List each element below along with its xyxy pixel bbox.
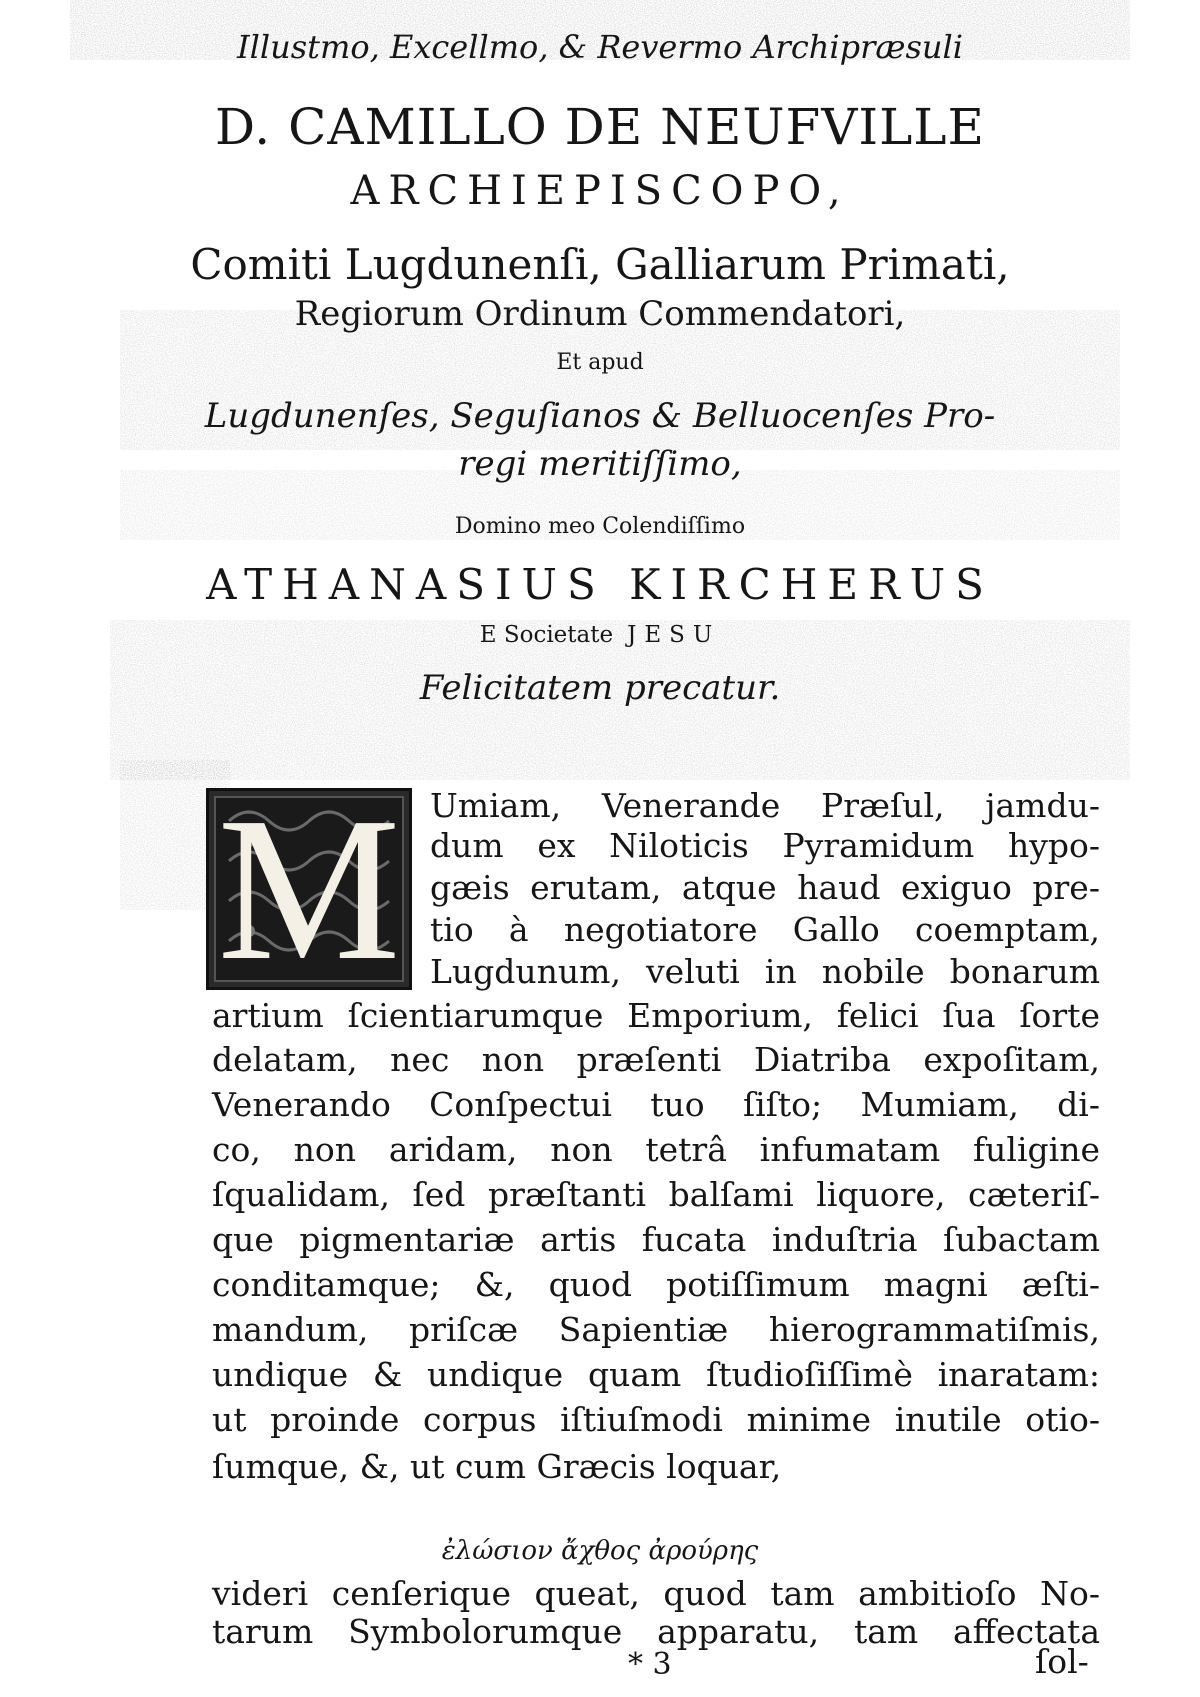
closing-greeting: Felicitatem precatur. <box>419 668 781 708</box>
title-line-comiti: Comiti Lugdunenſi, Galliarum Primati, <box>190 240 1010 289</box>
body-line: ſqualidam, ſed præſtanti balſami liquore, cæteriſ- <box>212 1175 1100 1214</box>
catchword: ſol- <box>1035 1642 1089 1681</box>
greek-quotation: ἐλώσιον ἄχθος ἀρούρης <box>441 1536 759 1566</box>
decorated-initial <box>206 774 412 1003</box>
dedicatee-office: ARCHIEPISCOPO, <box>350 168 850 214</box>
dedicatee-name: D. CAMILLO DE NEUFVILLE <box>214 98 986 156</box>
body-line: tio à negotiatore Gallo coemptam, <box>430 910 1100 949</box>
signature-mark: * 3 <box>628 1647 672 1682</box>
body-line: mandum, priſcæ Sapientiæ hierogrammatiſmis, <box>212 1310 1100 1349</box>
title-line-domino: Domino meo Colendiſſimo <box>454 514 746 539</box>
body-line: que pigmentariæ artis fucata induſtria ſubactam <box>212 1220 1100 1259</box>
title-line-et-apud: Et apud <box>556 350 644 375</box>
body-line: gæis erutam, atque haud exiguo pre- <box>430 868 1100 907</box>
body-line: conditamque; &, quod potiſſimum magni æſti- <box>212 1265 1100 1304</box>
title-line-lugdunenses: Lugdunenſes, Seguſianos & Belluocenſes Pro- <box>204 396 996 436</box>
body-line: ut proinde corpus iſtiuſmodi minime inutile otio- <box>212 1400 1100 1439</box>
society-line <box>0 622 1200 648</box>
title-line-regiorum: Regiorum Ordinum Commendatori, <box>294 294 906 334</box>
body-line: co, non aridam, non tetrâ infumatam fuligine <box>212 1130 1100 1169</box>
society-prefix: E Societate <box>479 622 614 648</box>
body-line: Venerando Conſpectui tuo ſiſto; Mumiam, di- <box>212 1085 1100 1124</box>
body-line: Lugdunum, veluti in nobile bonarum <box>430 952 1100 991</box>
body-line: undique & undique quam ſtudioſiſſimè inaratam: <box>212 1355 1100 1394</box>
title-line-meritissimo: regi meritiſſimo, <box>458 444 742 484</box>
body-line: dum ex Niloticis Pyramidum hypo- <box>430 826 1100 865</box>
body-line: artium ſcientiarumque Emporium, felici ſua ſorte <box>212 996 1100 1035</box>
society-name: JESU <box>627 622 721 648</box>
drop-cap-letter: M <box>217 774 401 1003</box>
dedication-title: Illustmo, Excellmo, & Revermo Archipræsuli <box>237 28 963 66</box>
body-line: ſumque, &, ut cum Græcis loquar, <box>212 1447 782 1486</box>
body-line: videri cenſerique queat, quod tam ambitioſo No- <box>212 1574 1100 1613</box>
body-line: Umiam, Venerande Præſul, jamdu- <box>430 786 1100 825</box>
body-line: tarum Symbolorumque apparatu, tam affectata <box>212 1612 1100 1651</box>
author-name: ATHANASIUS KIRCHERUS <box>206 560 994 609</box>
body-line: delatam, nec non præſenti Diatriba expoſitam, <box>212 1040 1100 1079</box>
